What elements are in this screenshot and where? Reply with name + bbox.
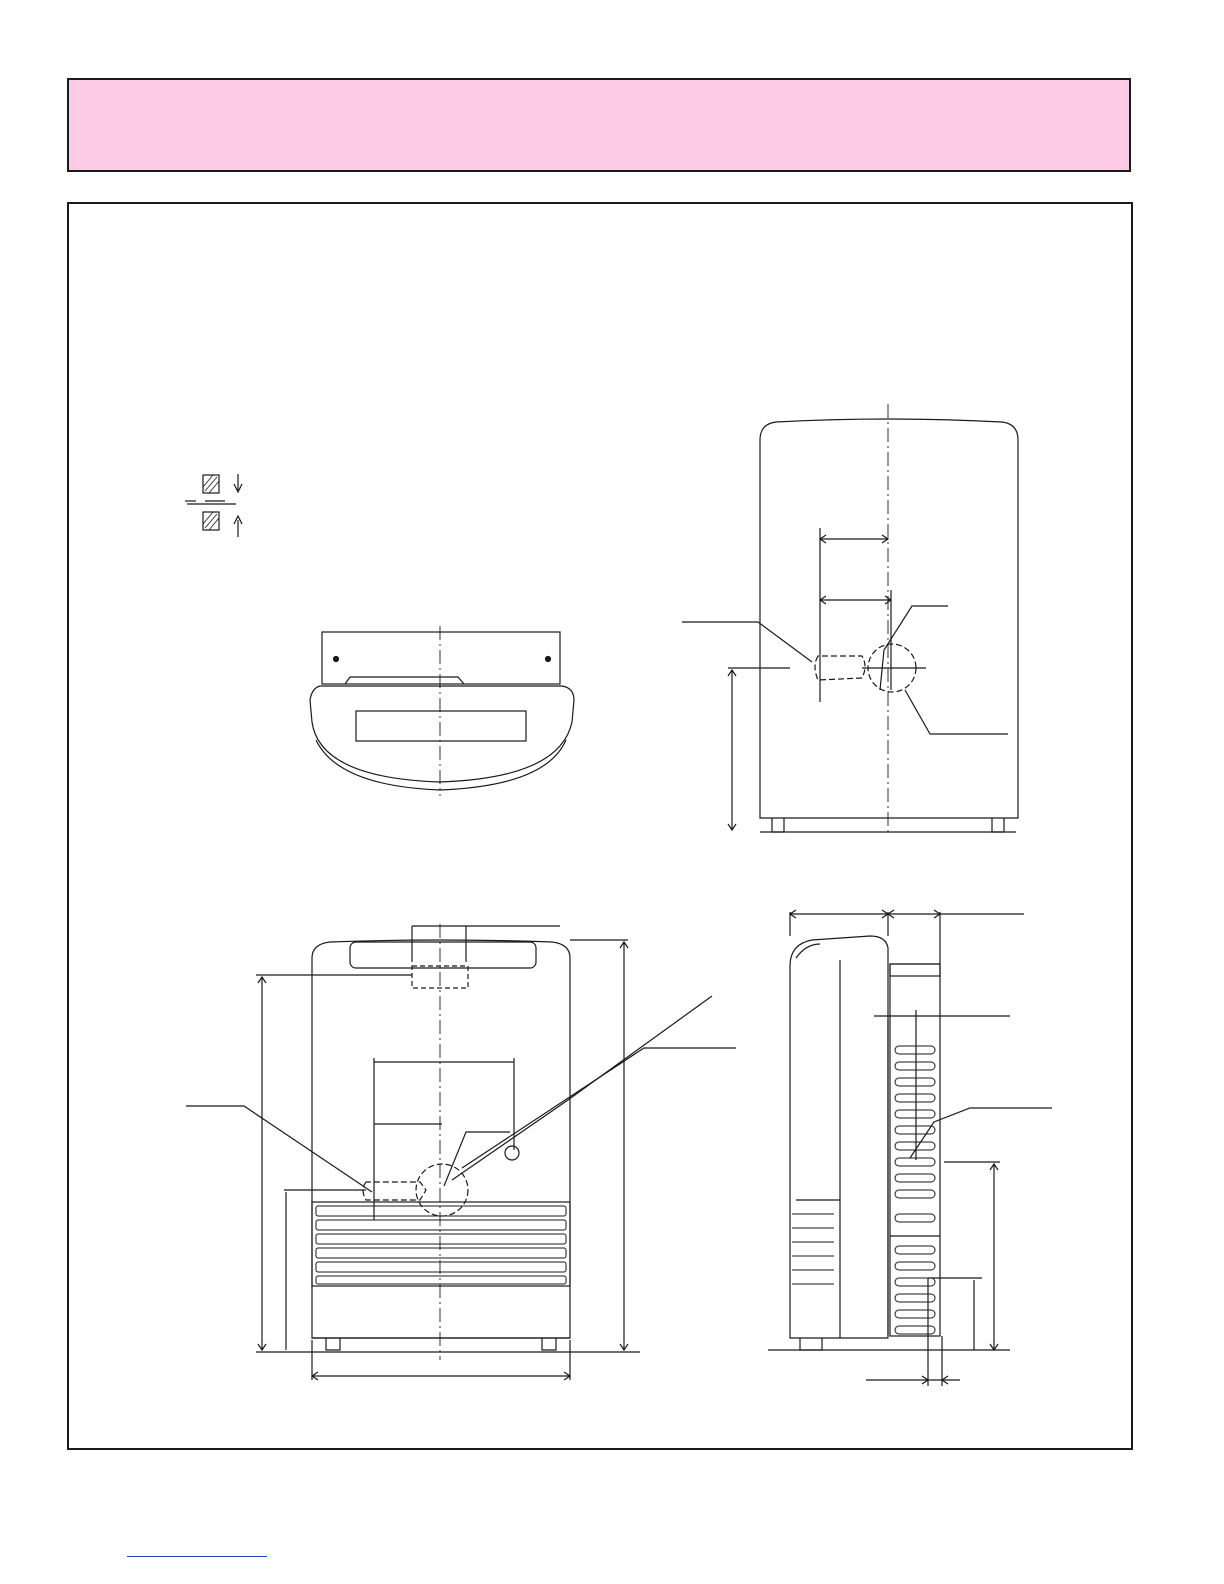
section-marker xyxy=(185,474,242,537)
footer-link[interactable] xyxy=(127,1556,267,1573)
top-view xyxy=(310,626,574,796)
front-view xyxy=(186,924,736,1380)
rear-view xyxy=(682,404,1018,834)
side-view xyxy=(768,910,1052,1386)
